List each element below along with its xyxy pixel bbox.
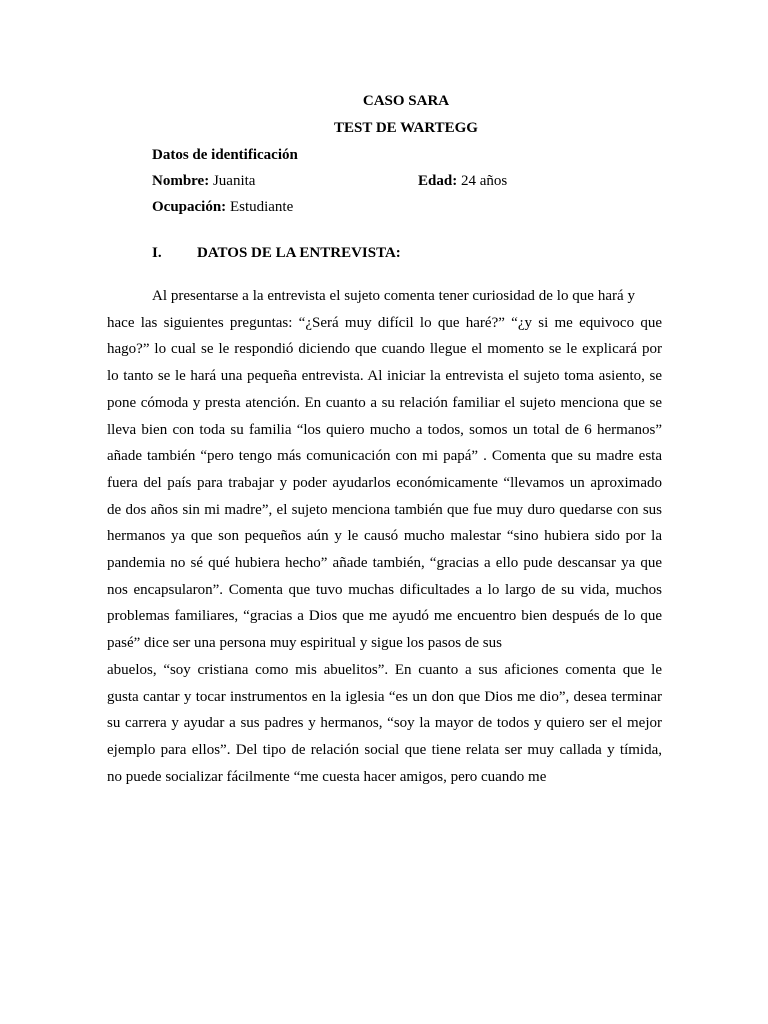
nombre-label: Nombre: (152, 173, 210, 189)
identification-heading: Datos de identificación (152, 147, 298, 163)
body-line: fuera del país para trabajar y poder ayudarlos económicamente “llevamos un aproximado (107, 474, 662, 491)
body-line: lleva bien con toda su familia “los quiero mucho a todos, somos un total de 6 hermanos” (107, 421, 662, 438)
body-line: ejemplo para ellos”. Del tipo de relación social que tiene relata ser muy callada y tímida, (107, 741, 662, 758)
nombre-value: Juanita (212, 173, 256, 189)
body-line: de dos años sin mi madre”, el sujeto menciona también que fue muy duro quedarse con sus (107, 501, 662, 518)
nombre-field (152, 172, 255, 190)
body-line: problemas familiares, “gracias a Dios que me ayudó me encuentro bien después de lo que (107, 608, 662, 625)
body-line: hace las siguientes preguntas: “¿Será muy difícil lo que haré?” “¿y si me equivoco que (107, 314, 662, 331)
edad-value: 24 años (460, 173, 508, 189)
ocupacion-value: Estudiante (229, 199, 294, 215)
body-line: lo tanto se le hará una pequeña entrevista. Al iniciar la entrevista el sujeto toma asiento, se (107, 368, 662, 385)
case-title: CASO SARA (362, 93, 450, 109)
body-line: añade también “pero tengo más comunicación con mi papá” . Comenta que su madre esta (107, 448, 662, 465)
body-line: hago?” lo cual se le respondió diciendo que cuando llegue el momento se le explicará por (107, 341, 662, 358)
ocupacion-label: Ocupación: (152, 199, 227, 215)
test-title: TEST DE WARTEGG (334, 120, 478, 136)
body-line: abuelos, “soy cristiana como mis abuelitos”. En cuanto a sus aficiones comenta que le (107, 661, 662, 678)
body-line: nos encapsularon”. Comenta que tuvo muchas dificultades a lo largo de su vida, muchos (107, 581, 662, 598)
body-line: su carrera y ayudar a sus padres y hermanos, “soy la mayor de todos y quiero ser el mejor (107, 715, 662, 732)
section-number: I. (152, 245, 162, 261)
body-line: pasé” dice ser una persona muy espiritual y sigue los pasos de sus (107, 635, 502, 652)
body-line: Al presentarse a la entrevista el sujeto comenta tener curiosidad de lo que hará y (152, 288, 635, 304)
ocupacion-field (152, 198, 293, 216)
body-line: gusta cantar y tocar instrumentos en la iglesia “es un don que Dios me dio”, desea terminar (107, 688, 662, 705)
edad-label: Edad: (418, 173, 458, 189)
body-line: hermanos ya que son pequeños aún y le causó mucho malestar “sino hubiera sido por la (107, 528, 662, 545)
body-line: pandemia no sé qué hubiera hecho” añade también, “gracias a ello pude descansar ya que (107, 555, 662, 571)
body-line: no puede socializar fácilmente “me cuesta hacer amigos, pero cuando me (107, 768, 547, 785)
section-title: DATOS DE LA ENTREVISTA: (197, 245, 401, 261)
edad-field (418, 172, 507, 190)
body-line: pone cómoda y presta atención. En cuanto a su relación familiar el sujeto menciona que se (107, 394, 662, 411)
